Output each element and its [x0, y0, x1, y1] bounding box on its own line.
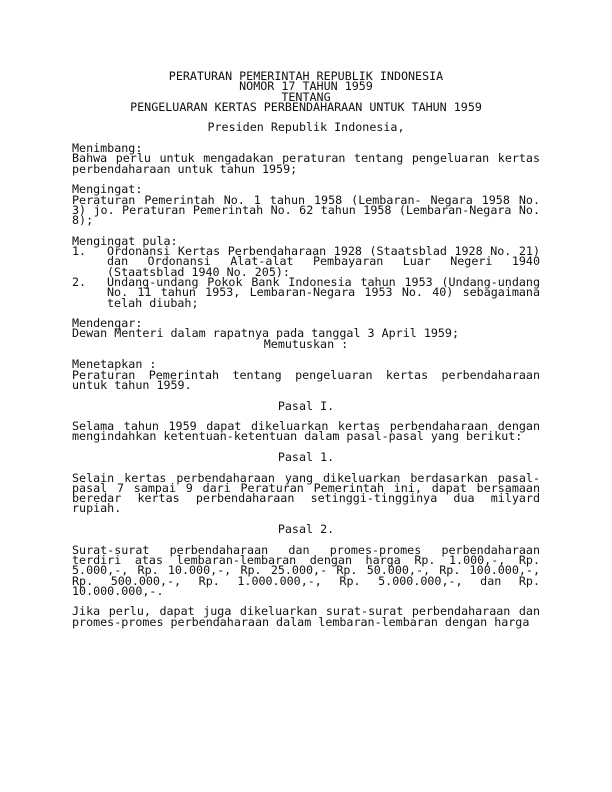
list-number: 2. [72, 274, 87, 289]
pasal-1-title: Pasal 1. [277, 449, 335, 464]
memutuskan-label: Memutuskan : [263, 336, 349, 351]
pasal-1-text: Selain kertas perbendaharaan yang dikeluarkan berdasarkan pasal-pasal 7 sampai 9 dari Peraturan Pemerintah ini, dapat bersamaan beredar kertas perbendaharaan setinggi-tingginya dua milyard rupiah. [72, 470, 540, 516]
pasal-2-title: Pasal 2. [277, 522, 335, 537]
pasal-I-title: Pasal I. [277, 398, 335, 413]
list-text: Ordonansi Kertas Perbendaharaan 1928 (Staatsblad 1928 No. 21) dan Ordonansi Alat-alat Pembayaran Luar Negeri 1940 (Staatsblad 1940 No. 205): [107, 244, 540, 279]
mengingat-pula-label: Mengingat pula: [72, 233, 178, 248]
header-title-line4: PENGELUARAN KERTAS PERBENDAHARAAN UNTUK TAHUN 1959 [130, 99, 482, 114]
header-title-line3: TENTANG [281, 89, 331, 104]
menimbang-text: Bahwa perlu untuk mengadakan peraturan tentang pengeluaran kertas perbendaharaan untuk tahun 1959; [72, 151, 540, 176]
mengingat-text: Peraturan Pemerintah No. 1 tahun 1958 (Lembaran- Negara 1958 No. 3) jo. Peraturan Pemerintah No. 62 tahun 1958 (Lembaran-Negara No. 8); [72, 192, 540, 228]
pasal-I-text: Selama tahun 1959 dapat dikeluarkan kertas perbendaharaan dengan mengindahkan ketentuan-ketentuan dalam pasal-pasal yang berikut: [72, 419, 540, 444]
list-text: Undang-undang Pokok Bank Indonesia tahun 1953 (Undang-undang No. 11 tahun 1953, Lembaran-Negara 1953 No. 40) sebagaimana telah diubah; [107, 274, 540, 310]
mendengar-text: Dewan Menteri dalam rapatnya pada tanggal 3 April 1959; [72, 326, 460, 341]
president-line: Presiden Republik Indonesia, [207, 120, 405, 135]
mengingat-pula-item [72, 274, 540, 310]
pasal-2-text: Surat-surat perbendaharaan dan promes-promes perbendaharaan terdiri atas lembaran-lembaran dengan harga Rp. 1.000,-, Rp. 5.000,-, Rp. 10.000,-, Rp. 25.000,- Rp. 50.000,-, Rp. 100.000,-, Rp. 500.000,-, Rp. 1.000.000,-, Rp. 5.000.000,-, dan Rp. 10.000.000,-. [72, 542, 540, 598]
list-number: 1. [72, 244, 87, 259]
header-title-line2: NOMOR 17 TAHUN 1959 [239, 79, 373, 94]
menetapkan-label: Menetapkan : [72, 357, 157, 372]
mengingat-label: Mengingat: [72, 182, 143, 197]
mengingat-pula-item [72, 246, 540, 277]
pasal-2-text-continued: Jika perlu, dapat juga dikeluarkan surat-surat perbendaharaan dan promes-promes perbendaharaan dalam lembaran-lembaran dengan harga [72, 604, 540, 629]
mendengar-label: Mendengar: [72, 316, 143, 331]
document-page [72, 71, 540, 627]
menetapkan-text: Peraturan Pemerintah tentang pengeluaran kertas perbendaharaan untuk tahun 1959. [72, 367, 540, 392]
header-title-line1: PERATURAN PEMERINTAH REPUBLIK INDONESIA [168, 69, 444, 83]
menimbang-label: Menimbang: [72, 141, 143, 156]
